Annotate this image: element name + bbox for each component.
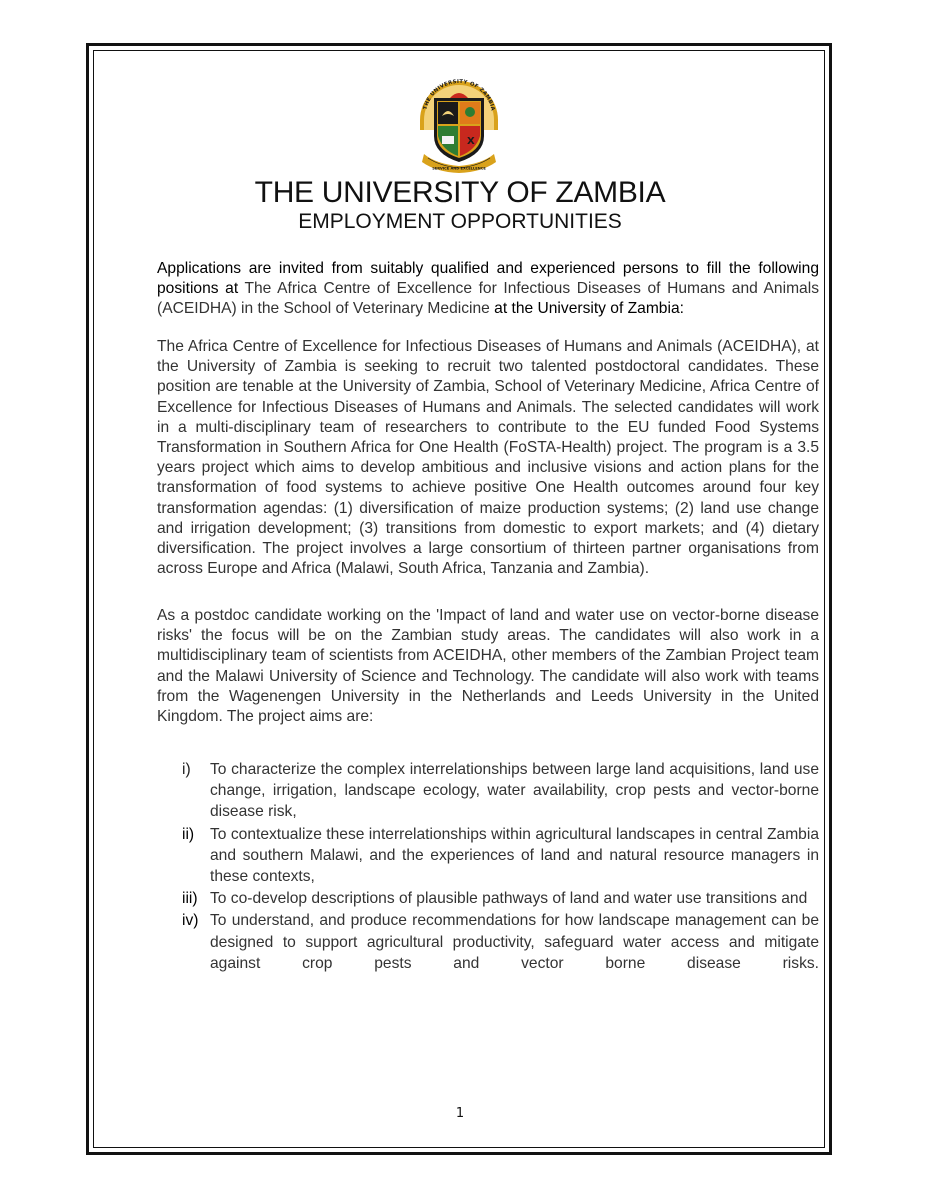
project-aims-list	[157, 759, 819, 975]
list-item	[157, 759, 819, 823]
list-item-text: To co-develop descriptions of plausible pathways of land and water use transitions and	[210, 890, 808, 908]
university-crest-icon	[416, 70, 502, 174]
list-item-number: iii)	[182, 890, 198, 908]
page-number: 1	[455, 1106, 465, 1121]
crest-motto: SERVICE AND EXCELLENCE	[432, 166, 486, 171]
intro-part-1: Applications are invited from suitably qualified and experienced persons to fill the following positions at	[157, 260, 819, 298]
list-item-number: i)	[182, 761, 191, 778]
list-item-text: To characterize the complex interrelationships between large land acquisitions, land use change, irrigation, landscape ecology, water availability, crop pests and vector-borne disease risk,	[210, 761, 819, 821]
list-item-text: To contextualize these interrelationships within agricultural landscapes in central Zambia and southern Malawi, and the experiences of land and natural resource managers in these contexts,	[210, 825, 819, 886]
list-item	[157, 888, 819, 909]
crest-ring-text: THE UNIVERSITY OF ZAMBIA	[422, 78, 496, 112]
list-item-number: iv)	[182, 912, 199, 930]
list-item-text: To understand, and produce recommendations for how landscape management can be designed to support agricultural productivity, safeguard water access and mitigate against crop pests and vector borne disease risks.	[210, 912, 819, 972]
page-title: THE UNIVERSITY OF ZAMBIA	[254, 176, 666, 209]
page-subtitle: EMPLOYMENT OPPORTUNITIES	[298, 210, 622, 233]
body-paragraph-2: As a postdoc candidate working on the 'Impact of land and water use on vector-borne disease risks' the focus will be on the Zambian study areas. The candidates will also work in a multidisciplinary team of scientists from ACEIDHA, other members of the Zambian Project team and the Malawi University of Science and Technology. The candidate will also work with teams from the Wagenengen University in the Netherlands and Leeds University in the United Kingdom. The project aims are:	[157, 607, 819, 726]
body-paragraph-1: The Africa Centre of Excellence for Infectious Diseases of Humans and Animals (ACEIDHA), at the University of Zambia is seeking to recruit two talented postdoctoral candidates. These position are tenable at the University of Zambia, School of Veterinary Medicine, Africa Centre of Excellence for Infectious Diseases of Humans and Animals. The selected candidates will work in a multi-disciplinary team of researchers to contribute to the EU funded Food Systems Transformation in Southern Africa for One Health (FoSTA-Health) project. The program is a 3.5 years project which aims to develop ambitious and inclusive visions and action plans for the transformation of food systems to achieve positive One Health outcomes around four key transformation agendas: (1) diversification of maize production systems; (2) land use change and irrigation development; (3) transitions from domestic to export markets; and (4) dietary diversification. The project involves a large consortium of thirteen partner organisations from across Europe and Africa (Malawi, South Africa, Tanzania and Zambia).	[157, 338, 819, 578]
intro-part-2: The Africa Centre of Excellence for Infectious Diseases of Humans and Animals (ACEIDHA) in the School of Veterinary Medicine	[157, 280, 819, 318]
intro-part-3: at the University of Zambia:	[494, 300, 684, 318]
list-item	[157, 824, 819, 888]
list-item	[157, 910, 819, 974]
intro-paragraph	[157, 259, 819, 320]
svg-text:X: X	[467, 136, 475, 147]
list-item-number: ii)	[182, 825, 195, 843]
